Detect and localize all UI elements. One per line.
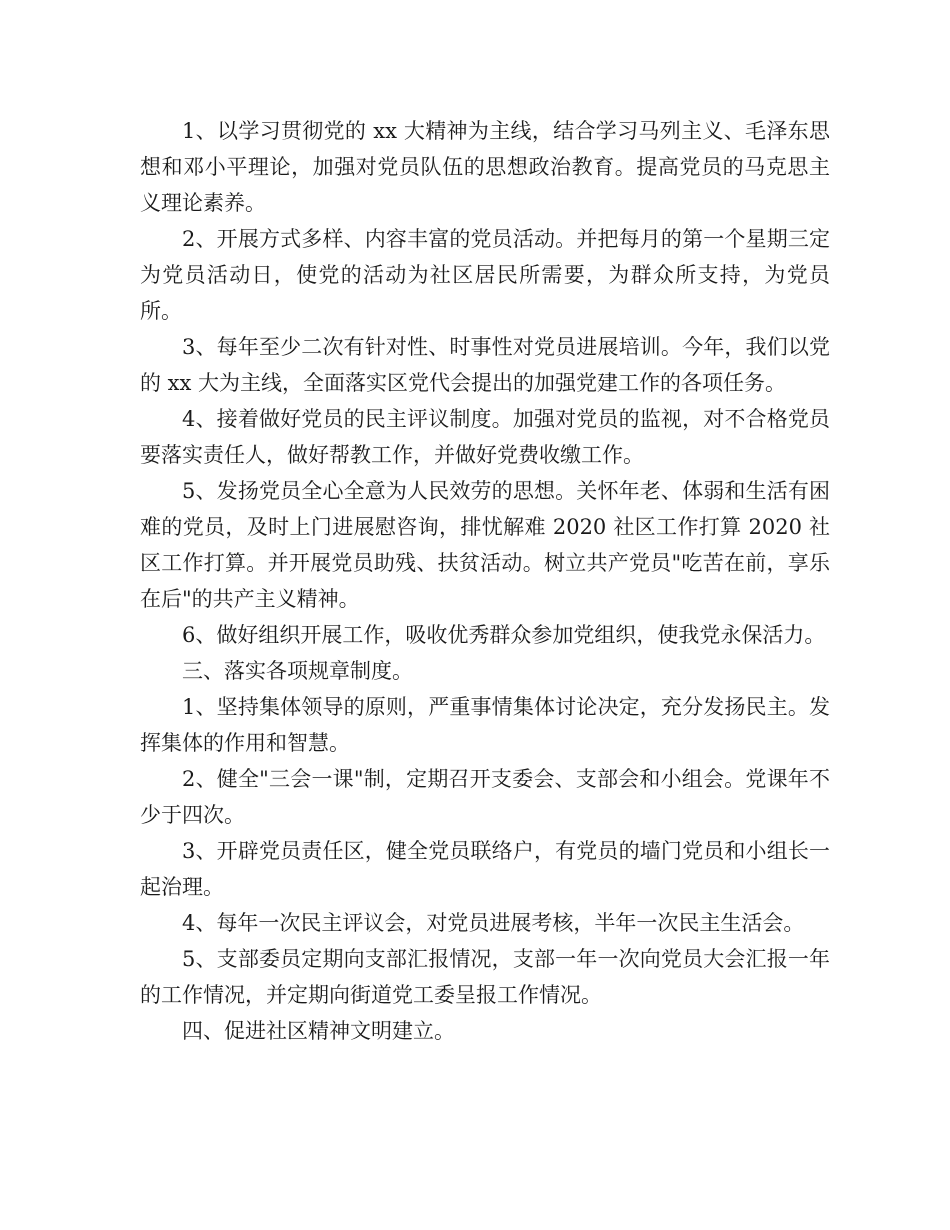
paragraph-11: 5、支部委员定期向支部汇报情况，支部一年一次向党员大会汇报一年的工作情况，并定期向街道党工委呈报工作情况。 <box>140 947 830 1007</box>
paragraph-6: 6、做好组织开展工作，吸收优秀群众参加党组织，使我党永保活力。 <box>182 623 826 647</box>
paragraph-10: 4、每年一次民主评议会，对党员进展考核，半年一次民主生活会。 <box>182 911 805 935</box>
paragraph-5: 5、发扬党员全心全意为人民效劳的思想。关怀年老、体弱和生活有困难的党员，及时上门进展慰咨询，排忧解难 2020 社区工作打算 2020 社区工作打算。并开展党员助残、扶贫活动。树立共产党员"吃苦在前，享乐在后"的共产主义精神。 <box>140 479 830 611</box>
document-body <box>140 113 830 1049</box>
paragraph-8: 2、健全"三会一课"制，定期召开支委会、支部会和小组会。党课年不少于四次。 <box>140 767 830 827</box>
paragraph-3: 3、每年至少二次有针对性、时事性对党员进展培训。今年，我们以党的 xx 大为主线，全面落实区党代会提出的加强党建工作的各项任务。 <box>140 335 830 395</box>
section-heading-3: 三、落实各项规章制度。 <box>182 659 413 683</box>
section-heading-4: 四、促进社区精神文明建立。 <box>182 1019 455 1043</box>
paragraph-1: 1、以学习贯彻党的 xx 大精神为主线，结合学习马列主义、毛泽东思想和邓小平理论，加强对党员队伍的思想政治教育。提高党员的马克思主义理论素养。 <box>140 119 830 215</box>
paragraph-2: 2、开展方式多样、内容丰富的党员活动。并把每月的第一个星期三定为党员活动日，使党的活动为社区居民所需要，为群众所支持，为党员所。 <box>140 227 830 323</box>
paragraph-9: 3、开辟党员责任区，健全党员联络户，有党员的墙门党员和小组长一起治理。 <box>140 839 830 899</box>
paragraph-7: 1、坚持集体领导的原则，严重事情集体讨论决定，充分发扬民主。发挥集体的作用和智慧。 <box>140 695 830 755</box>
paragraph-4: 4、接着做好党员的民主评议制度。加强对党员的监视，对不合格党员要落实责任人，做好帮教工作，并做好党费收缴工作。 <box>140 407 830 467</box>
